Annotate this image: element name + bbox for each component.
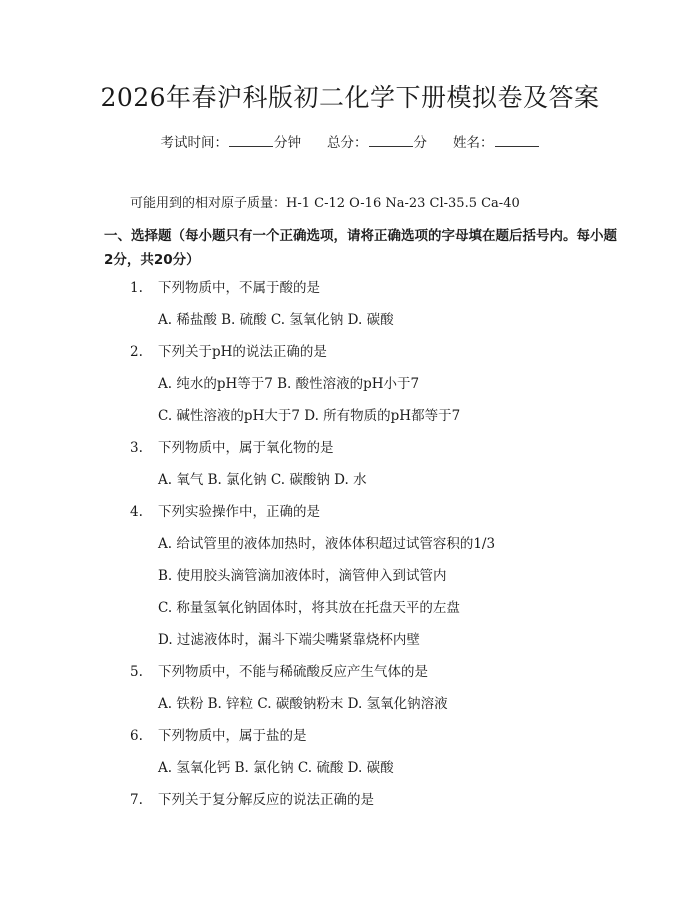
question-options: D. 过滤液体时，漏斗下端尖嘴紧靠烧杯内壁: [158, 632, 420, 648]
question-number: 3.: [130, 440, 143, 456]
atomic-mass-note: 可能用到的相对原子质量：H-1 C-12 O-16 Na-23 Cl-35.5 Ca-40: [130, 196, 520, 211]
time-label: 考试时间：: [160, 135, 228, 151]
question-options: B. 使用胶头滴管滴加液体时，滴管伸入到试管内: [158, 568, 447, 584]
question-options: A. 铁粉 B. 锌粒 C. 碳酸钠粉末 D. 氢氧化钠溶液: [158, 696, 448, 712]
question-options: C. 称量氢氧化钠固体时，将其放在托盘天平的左盘: [158, 600, 460, 616]
question-text: 下列实验操作中，正确的是: [158, 504, 320, 520]
question-text: 下列物质中，属于氧化物的是: [158, 440, 334, 456]
question-number: 1.: [130, 280, 143, 296]
page-title: 2026年春沪科版初二化学下册模拟卷及答案: [100, 83, 600, 112]
question-item: [130, 340, 327, 360]
question-number: 6.: [130, 728, 143, 744]
section-heading-choice: 一、选择题（每小题只有一个正确选项，请将正确选项的字母填在题后括号内。每小题2分，共20分）: [104, 228, 617, 268]
question-options: A. 稀盐酸 B. 硫酸 C. 氢氧化钠 D. 碳酸: [158, 312, 394, 328]
question-number: 2.: [130, 344, 143, 360]
exam-info-line: [0, 131, 700, 151]
question-text: 下列关于复分解反应的说法正确的是: [158, 792, 374, 808]
score-unit: 分: [413, 135, 427, 151]
question-options: A. 氧气 B. 氯化钠 C. 碳酸钠 D. 水: [158, 472, 367, 488]
question-text: 下列物质中，不属于酸的是: [158, 280, 320, 296]
question-item: [130, 724, 307, 744]
score-label: 总分：: [327, 135, 368, 151]
question-number: 4.: [130, 504, 143, 520]
question-options: A. 给试管里的液体加热时，液体体积超过试管容积的1/3: [158, 536, 496, 552]
question-item: [130, 660, 428, 680]
question-text: 下列物质中，不能与稀硫酸反应产生气体的是: [158, 664, 428, 680]
question-item: [130, 788, 374, 808]
question-options: A. 纯水的pH等于7 B. 酸性溶液的pH小于7: [158, 376, 420, 392]
name-blank[interactable]: [495, 145, 539, 147]
question-item: [130, 276, 320, 296]
question-text: 下列物质中，属于盐的是: [158, 728, 307, 744]
question-options: C. 碱性溶液的pH大于7 D. 所有物质的pH都等于7: [158, 408, 461, 424]
name-label: 姓名：: [453, 135, 494, 151]
time-blank[interactable]: [229, 145, 273, 147]
time-unit: 分钟: [274, 135, 301, 151]
question-item: [130, 500, 320, 520]
score-blank[interactable]: [369, 145, 413, 147]
question-options: A. 氢氧化钙 B. 氯化钠 C. 硫酸 D. 碳酸: [158, 760, 394, 776]
question-item: [130, 436, 334, 456]
question-number: 5.: [130, 664, 143, 680]
question-number: 7.: [130, 792, 143, 808]
question-text: 下列关于pH的说法正确的是: [158, 344, 327, 360]
